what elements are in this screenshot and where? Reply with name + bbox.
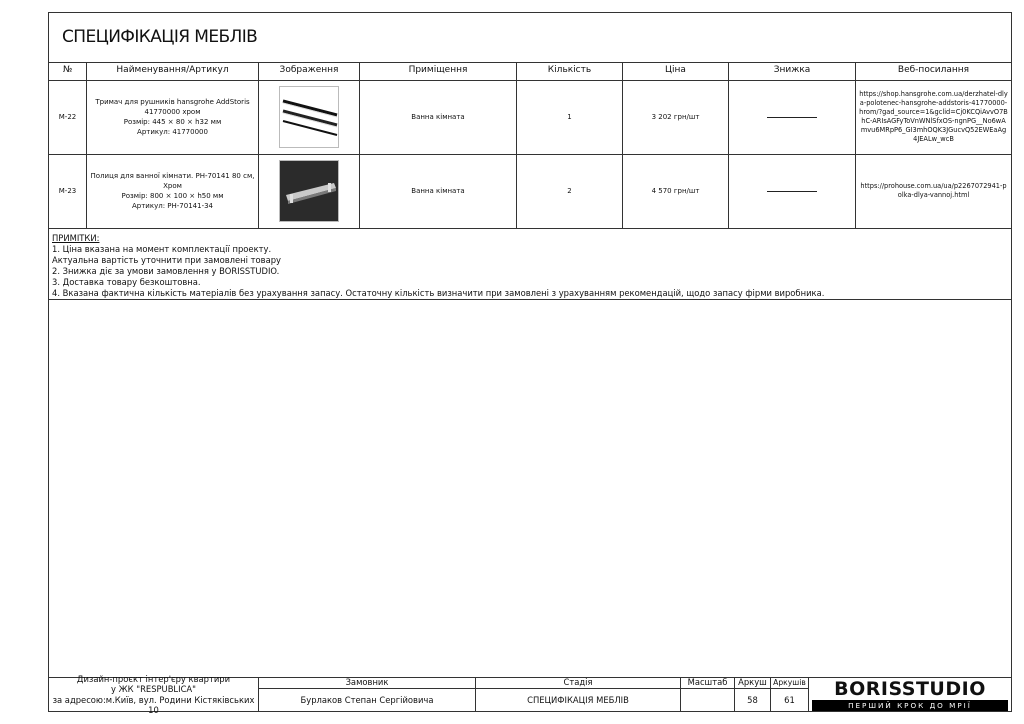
borisstudio-logo (809, 677, 1011, 712)
notes-title: ПРИМІТКИ: (52, 233, 100, 243)
item-price: 4 570 грн/шт (623, 154, 729, 228)
col-header-room: Приміщення (360, 62, 517, 80)
item-price: 3 202 грн/шт (623, 80, 729, 154)
project-description (49, 674, 259, 715)
note-line: 1. Ціна вказана на момент комплектації проекту. (52, 244, 272, 255)
item-name-line: Тримач для рушників hansgrohe AddStoris (95, 97, 250, 106)
table-header (49, 62, 1011, 80)
item-name-line: Артикул: 41770000 (137, 128, 208, 137)
item-number: М-22 (49, 80, 87, 154)
customer-label: Замовник (259, 677, 476, 689)
item-discount (729, 154, 856, 228)
col-header-price: Ціна (623, 62, 729, 80)
scale-label: Масштаб (681, 677, 735, 689)
col-header-discount: Знижка (729, 62, 856, 80)
stage-label: Стадія (476, 677, 681, 689)
item-number: М-23 (49, 154, 87, 228)
sheets-label: Аркушів (771, 677, 809, 689)
page-title: СПЕЦИФІКАЦІЯ МЕБЛІВ (62, 27, 258, 47)
customer-name: Бурлаков Степан Сергійовича (259, 689, 476, 712)
item-web-link[interactable]: https://prohouse.com.ua/ua/p2267072941-polka-dlya-vannoj.html (860, 182, 1007, 199)
divider (49, 299, 1011, 300)
project-line: Дизайн-проєкт інтер'єру квартири (76, 674, 231, 685)
item-room: Ванна кімната (360, 154, 517, 228)
item-qty: 1 (517, 80, 623, 154)
item-name-line: Полиця для ванної кімнати. PH-70141 80 см, Хром (90, 171, 255, 190)
note-line: 4. Вказана фактична кількість матеріалів без урахування запасу. Остаточну кількість визначити при замовлені з урахуванням рекомендацій, щодо запасу фірми виробника. (52, 288, 825, 299)
col-header-name: Найменування/Артикул (87, 62, 259, 80)
item-name-line: 41770000 хром (144, 107, 201, 116)
discount-dash (767, 117, 817, 118)
stage-value: СПЕЦИФІКАЦІЯ МЕБЛІВ (476, 689, 681, 712)
item-discount (729, 80, 856, 154)
item-room: Ванна кімната (360, 80, 517, 154)
note-line: 2. Знижка діє за умови замовлення у BORISSTUDIO. (52, 266, 280, 277)
item-name-line: Розмір: 445 × 80 × h32 мм (123, 118, 222, 126)
note-line: 3. Доставка товару безкоштовна. (52, 277, 201, 288)
col-header-qty: Кількість (517, 62, 623, 80)
item-qty: 2 (517, 154, 623, 228)
divider (49, 228, 1011, 229)
scale-value (681, 689, 735, 712)
discount-dash (767, 191, 817, 192)
towel-rail-image (279, 86, 339, 148)
col-header-num: № (49, 62, 87, 80)
bathroom-shelf-image (279, 160, 339, 222)
project-line: у ЖК "RESPUBLICA" (110, 684, 197, 695)
table-row (49, 154, 1011, 228)
item-image-cell (259, 80, 360, 154)
spec-sheet (48, 12, 1012, 715)
item-name-line: Артикул: PH-70141-34 (132, 202, 213, 211)
col-header-link: Веб-посилання (897, 65, 970, 76)
table-row (49, 80, 1011, 154)
logo-wordmark: BORISSTUDIO (834, 678, 986, 700)
item-name-line: Розмір: 800 × 100 × h50 мм (121, 192, 224, 200)
col-header-image: Зображення (259, 62, 360, 80)
item-image-cell (259, 154, 360, 228)
project-line: за адресою:м.Київ, вул. Родини Кістяківських 10 (52, 694, 255, 715)
logo-tagline: ПЕРШИЙ КРОК ДО МРІЇ (812, 700, 1008, 711)
sheet-number: 58 (735, 689, 771, 712)
sheet-label: Аркуш (735, 677, 771, 689)
notes-block (49, 231, 1011, 302)
item-web-link[interactable]: https://shop.hansgrohe.com.ua/derzhatel-dlya-polotenec-hansgrohe-addstoris-41770000-hrom/?gad_source=1&gclid=Cj0KCQiAvvO7BhC-ARIsAGFyToVnWNlSfxOS-ngnPG__No6wAmvu6MRpP6_GI3mhOQK3JGucvQ52EWEaAg4JEALw_wcB (859, 90, 1008, 143)
title-block (49, 674, 1011, 715)
note-line: Актуальна вартість уточнити при замовлені товару (52, 255, 281, 266)
item-name (87, 80, 259, 154)
item-name (87, 154, 259, 228)
sheets-total: 61 (771, 689, 809, 712)
